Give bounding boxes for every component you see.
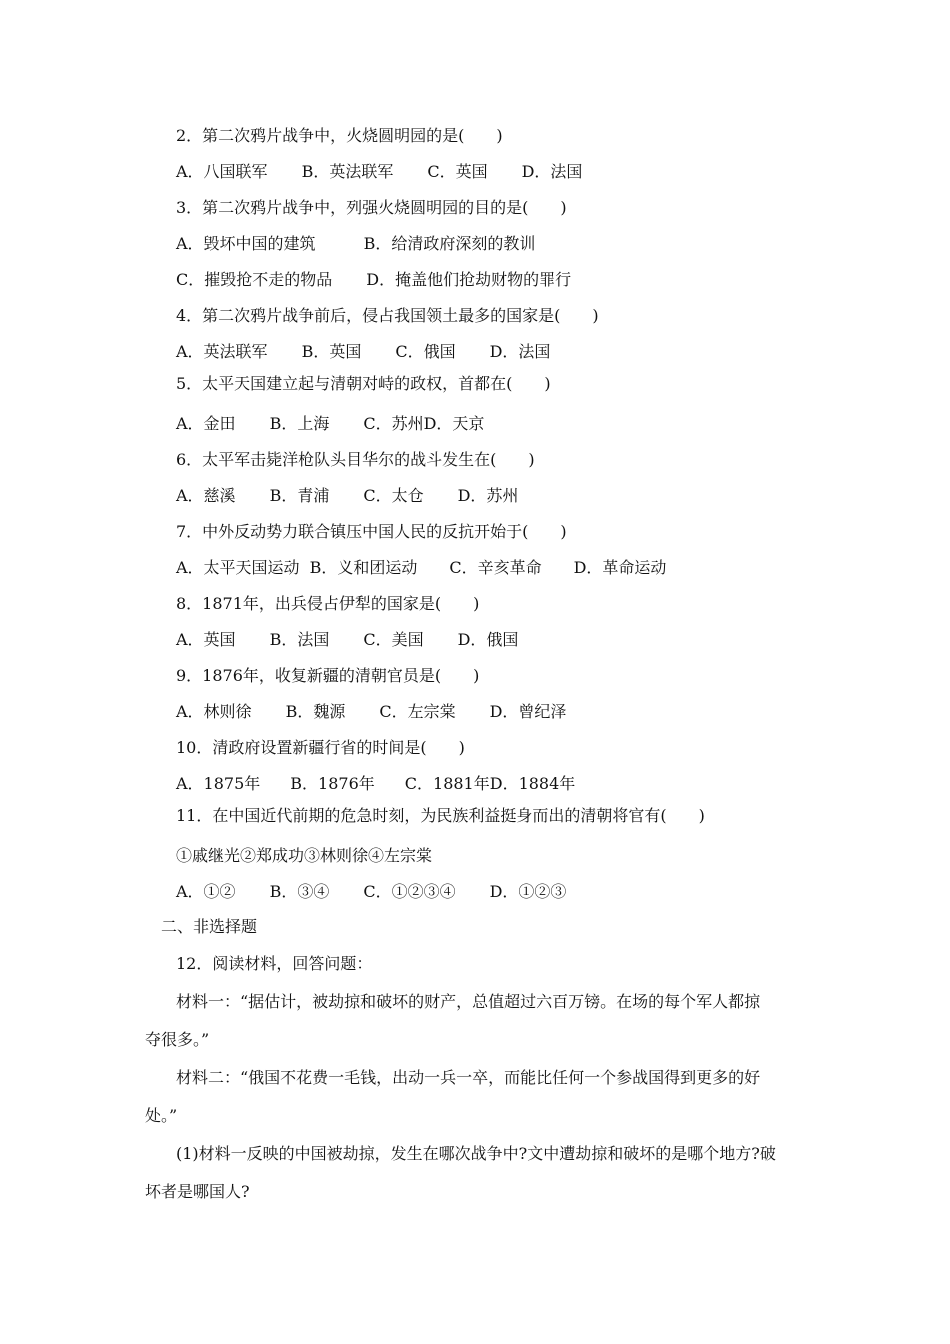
question-10-options — [176, 774, 575, 794]
option-b: B．法国 — [269, 630, 330, 649]
material-2-line-2: 处。” — [145, 1106, 178, 1125]
option-d: D．曾纪泽 — [489, 702, 567, 721]
question-8-stem: 8．1871年，出兵侵占伊犁的国家是( ) — [176, 594, 480, 613]
option-a: A．英法联军 — [176, 342, 268, 361]
question-7-stem: 7．中外反动势力联合镇压中国人民的反抗开始于( ) — [176, 522, 567, 541]
option-d: D．法国 — [521, 162, 583, 181]
option-c: C．左宗棠 — [379, 702, 456, 721]
option-c: C．俄国 — [395, 342, 456, 361]
question-4-options — [176, 342, 550, 362]
question-3-stem: 3．第二次鸦片战争中，列强火烧圆明园的目的是( ) — [176, 198, 567, 217]
question-3-options-row2 — [176, 270, 571, 290]
option-c: C．苏州 — [363, 414, 424, 433]
question-2-options — [176, 162, 582, 182]
option-b: B．义和团运动 — [309, 558, 418, 577]
option-b: B．英法联军 — [301, 162, 394, 181]
option-c: C．①②③④ — [363, 882, 456, 901]
option-d: D．天京 — [423, 414, 485, 433]
option-d: D．法国 — [489, 342, 551, 361]
question-4-stem: 4．第二次鸦片战争前后，侵占我国领土最多的国家是( ) — [176, 306, 599, 325]
option-b: B．英国 — [301, 342, 362, 361]
question-11-sub: ①戚继光②郑成功③林则徐④左宗棠 — [176, 846, 433, 865]
option-d: D．①②③ — [489, 882, 567, 901]
option-d: D．苏州 — [457, 486, 519, 505]
option-a: A．1875年 — [176, 774, 261, 793]
question-2-stem: 2．第二次鸦片战争中，火烧圆明园的是( ) — [176, 126, 503, 145]
question-7-options — [176, 558, 666, 578]
question-10-stem: 10．清政府设置新疆行省的时间是( ) — [176, 738, 465, 757]
question-12-stem: 12．阅读材料，回答问题： — [176, 954, 373, 973]
question-8-options — [176, 630, 518, 650]
option-c: C．太仓 — [363, 486, 424, 505]
option-c: C．摧毁抢不走的物品 — [176, 270, 333, 289]
option-a: A．慈溪 — [176, 486, 236, 505]
option-b: B．青浦 — [269, 486, 330, 505]
question-3-options-row1 — [176, 234, 535, 254]
option-a: A．英国 — [176, 630, 236, 649]
option-c: C．英国 — [427, 162, 488, 181]
option-b: B．魏源 — [285, 702, 346, 721]
option-b: B．③④ — [269, 882, 330, 901]
material-1-line-2: 夺很多。” — [145, 1030, 210, 1049]
question-9-stem: 9．1876年，收复新疆的清朝官员是( ) — [176, 666, 480, 685]
option-a: A．八国联军 — [176, 162, 268, 181]
section-2-title: 二、非选择题 — [161, 917, 258, 936]
option-a: A．①② — [176, 882, 236, 901]
sub-question-1-line-1: (1)材料一反映的中国被劫掠，发生在哪次战争中?文中遭劫掠和破坏的是哪个地方?破 — [176, 1144, 776, 1163]
option-a: A．太平天国运动 — [176, 558, 300, 577]
option-d: D．1884年 — [489, 774, 576, 793]
option-a: A．金田 — [176, 414, 236, 433]
option-d: D．掩盖他们抢劫财物的罪行 — [366, 270, 572, 289]
option-c: C．1881年 — [404, 774, 490, 793]
question-11-stem: 11．在中国近代前期的危急时刻，为民族利益挺身而出的清朝将官有( ) — [176, 806, 705, 825]
question-5-stem: 5．太平天国建立起与清朝对峙的政权，首都在( ) — [176, 374, 551, 393]
option-c: C．辛亥革命 — [449, 558, 542, 577]
question-6-options — [176, 486, 518, 506]
option-c: C．美国 — [363, 630, 424, 649]
option-b: B．上海 — [269, 414, 330, 433]
option-d: D．革命运动 — [573, 558, 667, 577]
option-b: B．1876年 — [290, 774, 375, 793]
question-9-options — [176, 702, 566, 722]
sub-question-1-line-2: 坏者是哪国人? — [145, 1182, 250, 1201]
question-5-options — [176, 414, 484, 434]
question-11-options — [176, 882, 566, 902]
option-a: A．毁坏中国的建筑 — [176, 234, 316, 253]
material-2-line-1: 材料二：“俄国不花费一毛钱，出动一兵一卒，而能比任何一个参战国得到更多的好 — [176, 1068, 761, 1087]
option-b: B．给清政府深刻的教训 — [363, 234, 536, 253]
option-a: A．林则徐 — [176, 702, 252, 721]
question-6-stem: 6．太平军击毙洋枪队头目华尔的战斗发生在( ) — [176, 450, 535, 469]
material-1-line-1: 材料一：“据估计，被劫掠和破坏的财产，总值超过六百万镑。在场的每个军人都掠 — [176, 992, 761, 1011]
option-d: D．俄国 — [457, 630, 519, 649]
